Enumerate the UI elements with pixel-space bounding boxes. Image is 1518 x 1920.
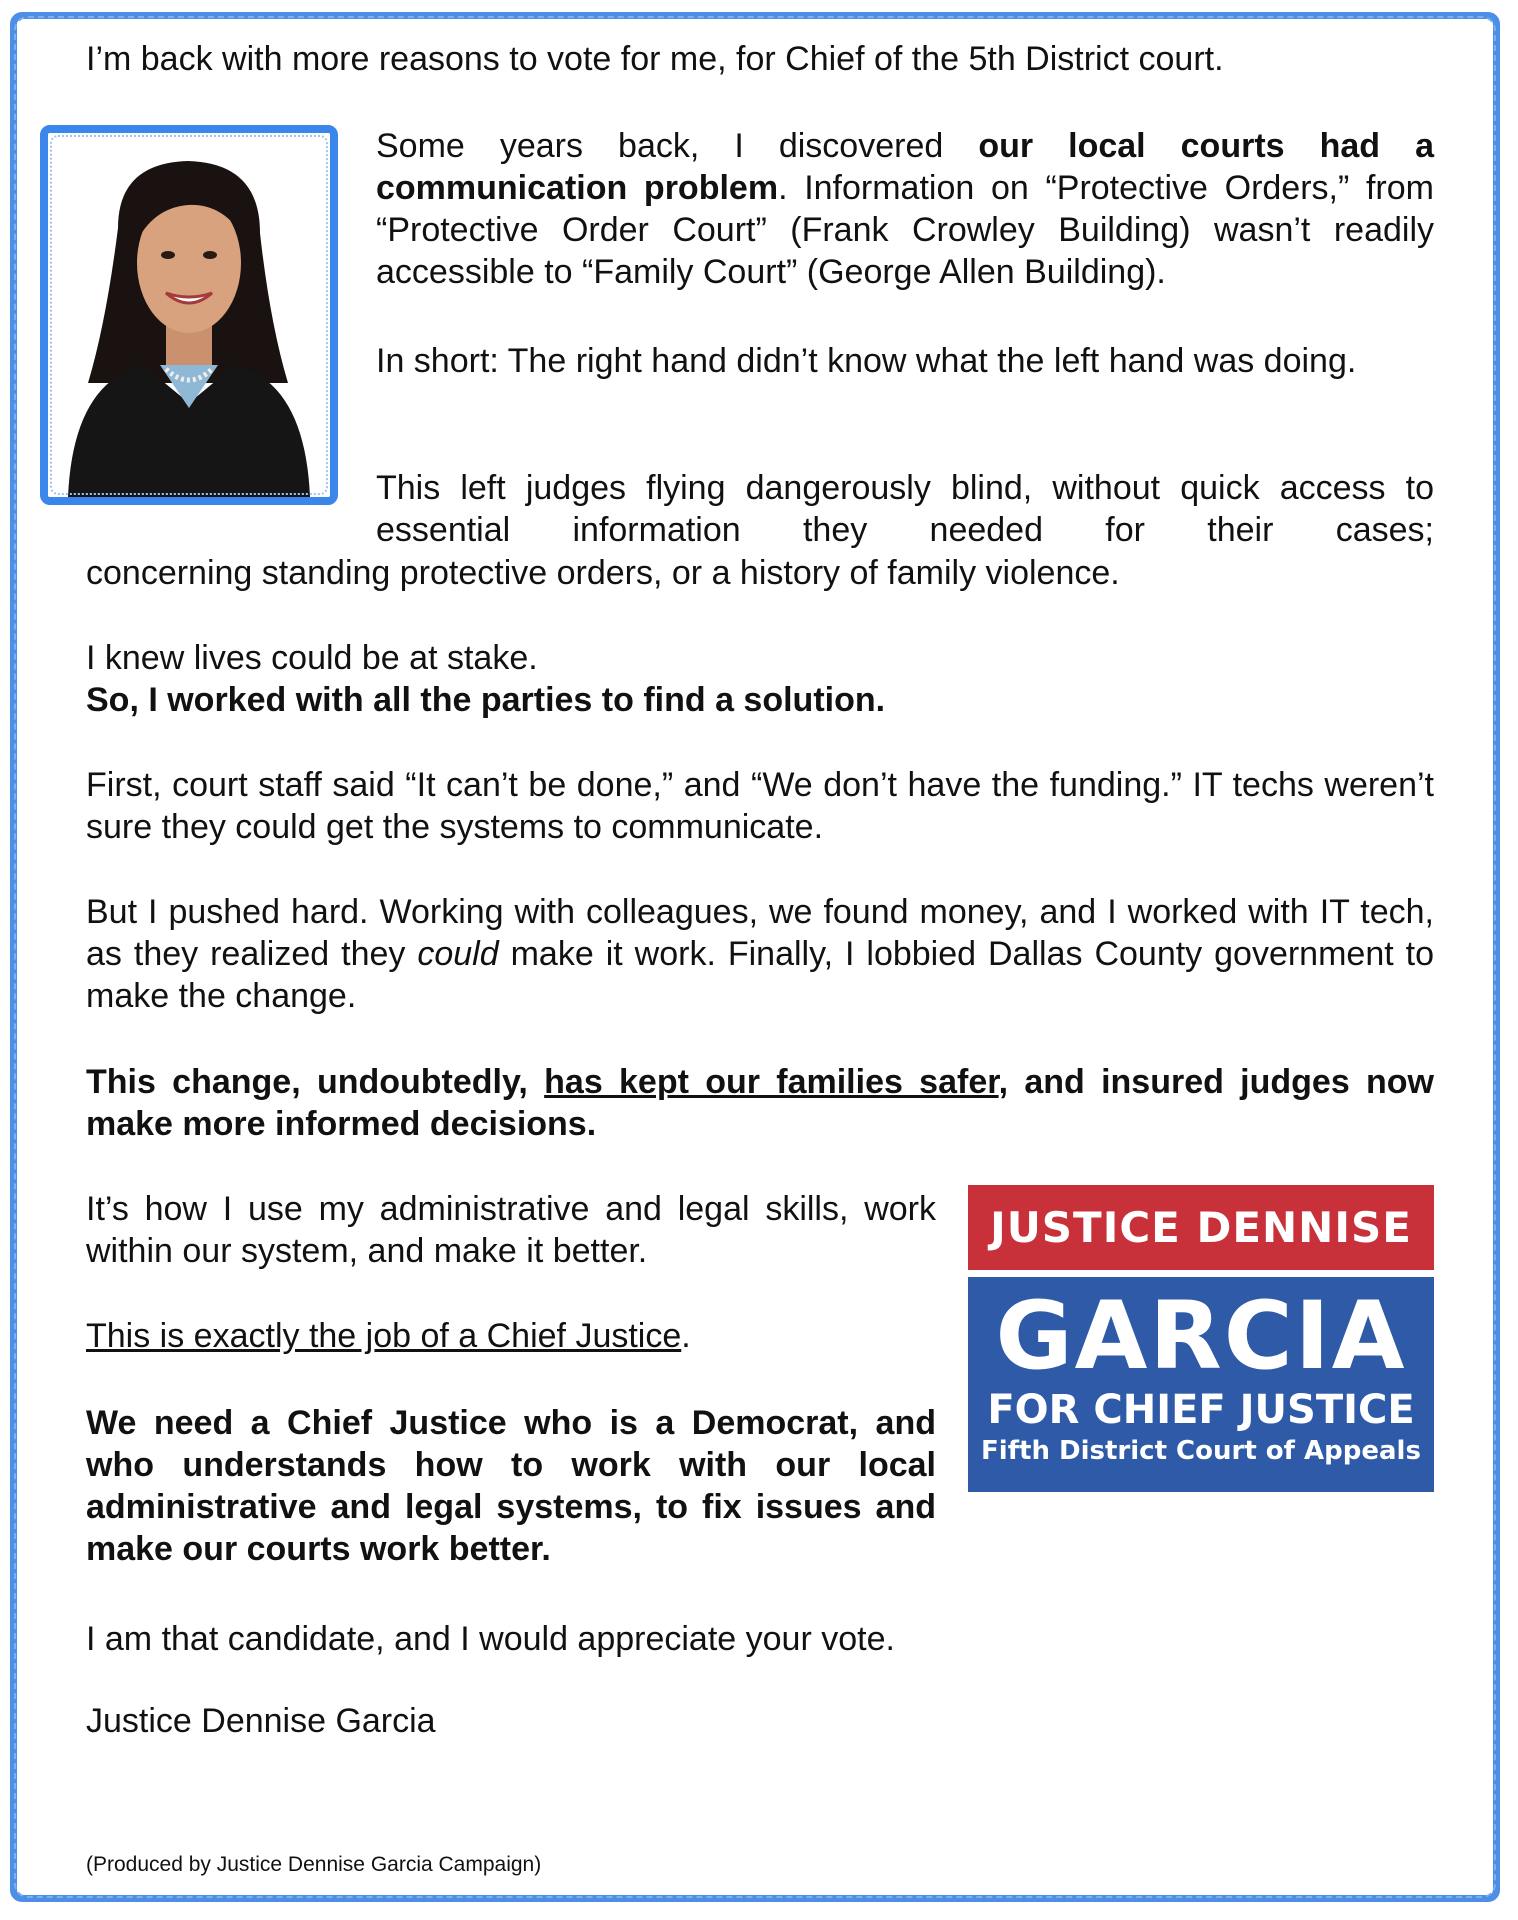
paragraph-in-short: In short: The right hand didn’t know what the left hand was doing. bbox=[376, 342, 1357, 380]
p7-text-a: This change, undoubtedly, bbox=[86, 1063, 545, 1101]
logo-office: FOR CHIEF JUSTICE bbox=[987, 1387, 1415, 1433]
intro-text: I’m back with more reasons to vote for me, for Chief of the 5th District court. bbox=[86, 40, 1224, 78]
portrait-photo-icon bbox=[48, 133, 330, 497]
footer-disclaimer: (Produced by Justice Dennise Garcia Campaign) bbox=[86, 1853, 542, 1876]
logo-name-banner: JUSTICE DENNISE bbox=[968, 1185, 1434, 1270]
paragraph-communication-problem bbox=[376, 125, 1434, 293]
paragraph-democrat: We need a Chief Justice who is a Democrat, and who understands how to work with our local administrative and legal systems, to fix issues and make our courts work better. bbox=[86, 1404, 936, 1568]
paragraph-pushed-hard bbox=[86, 891, 1434, 1017]
paragraph-flying-blind-a: This left judges flying dangerously blind, without quick access to essential information they needed for their cases; bbox=[376, 469, 1434, 549]
paragraph-candidate: I am that candidate, and I would appreciate your vote. bbox=[86, 1620, 895, 1658]
signature: Justice Dennise Garcia bbox=[86, 1702, 436, 1740]
paragraph-skills: It’s how I use my administrative and legal skills, work within our system, and make it better. bbox=[86, 1190, 936, 1270]
candidate-photo bbox=[40, 125, 338, 505]
p9-underlined-text: This is exactly the job of a Chief Justice bbox=[86, 1317, 682, 1355]
p1-text-a: Some years back, I discovered bbox=[376, 127, 979, 165]
logo-court: Fifth District Court of Appeals bbox=[981, 1436, 1421, 1466]
logo-surname: GARCIA bbox=[995, 1282, 1407, 1391]
p6-italic-text: could bbox=[417, 935, 499, 973]
p7-text-c: , and insured judges now make more informed decisions. bbox=[86, 1063, 1434, 1143]
paragraph-lives-at-stake bbox=[86, 637, 1434, 721]
p6-text-c: make it work. Finally, I lobbied Dallas County government to make the change. bbox=[86, 935, 1434, 1015]
p9-period: . bbox=[681, 1317, 691, 1355]
campaign-logo bbox=[968, 1185, 1434, 1492]
paragraph-chief-justice-job bbox=[86, 1315, 936, 1357]
paragraph-flying-blind-b: concerning standing protective orders, or a history of family violence. bbox=[86, 554, 1120, 592]
logo-main-block bbox=[968, 1277, 1434, 1492]
paragraph-families-safer bbox=[86, 1061, 1434, 1145]
p4-text-a: I knew lives could be at stake. bbox=[86, 639, 538, 677]
p4-bold-text: So, I worked with all the parties to find a solution. bbox=[86, 681, 886, 719]
p7-underlined-text: has kept our families safer bbox=[544, 1063, 999, 1101]
p1-text-c: . Information on “Protective Orders,” from “Protective Order Court” (Frank Crowley Building) wasn’t readily accessible to “Family Court” (George Allen Building). bbox=[376, 169, 1434, 291]
p6-text-a: But I pushed hard. Working with colleagues, we found money, and I worked with IT tech, as they realized they bbox=[86, 893, 1434, 973]
paragraph-court-staff: First, court staff said “It can’t be done,” and “We don’t have the funding.” IT techs weren’t sure they could get the systems to communicate. bbox=[86, 766, 1434, 846]
p1-bold-text: our local courts had a communication problem bbox=[376, 127, 1434, 207]
